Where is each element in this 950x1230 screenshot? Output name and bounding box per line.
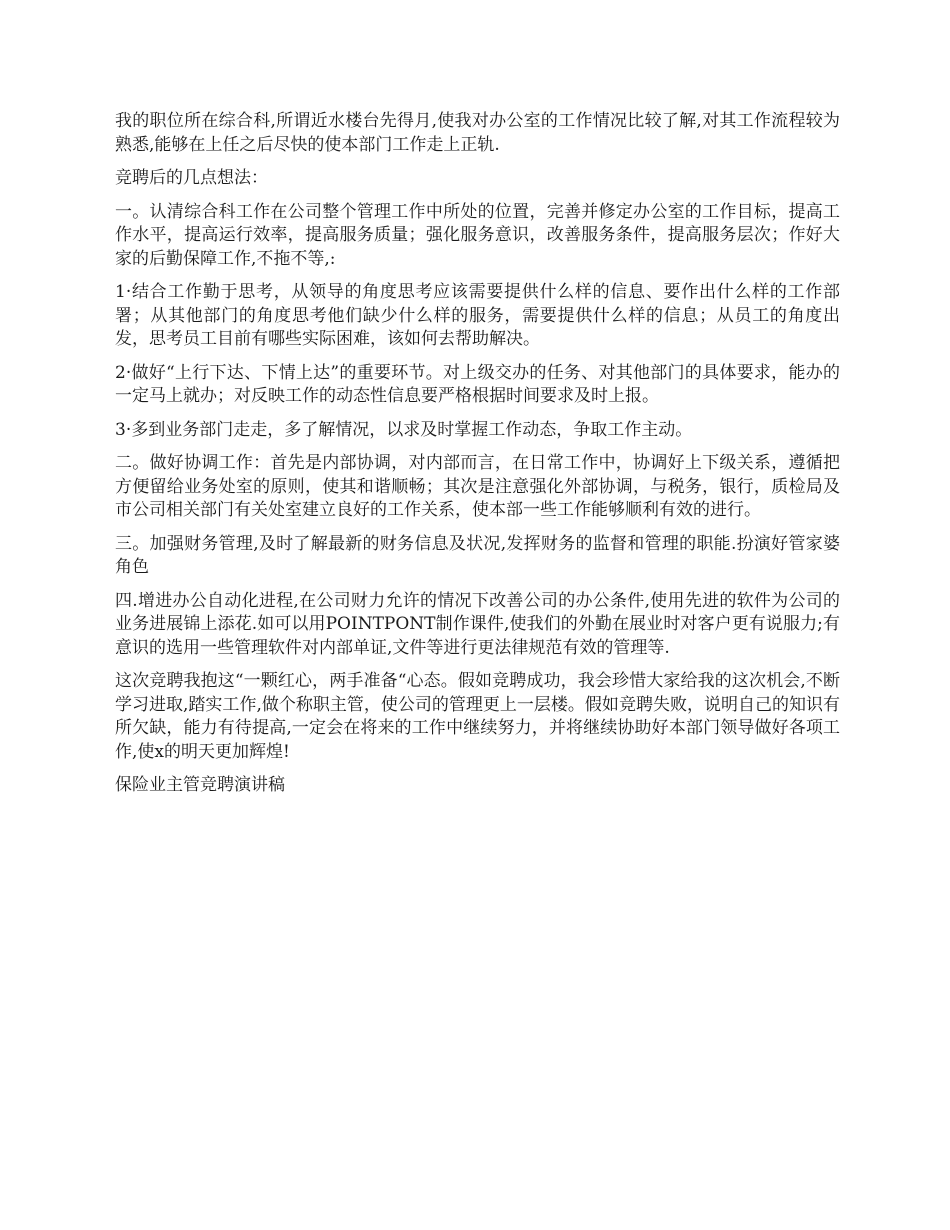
paragraph-point-four: 四.增进办公自动化进程,在公司财力允许的情况下改善公司的办公条件,使用先进的软件为公司的业务进展锦上添花.如可以用POINTPONT制作课件,使我们的外勤在展业时对客户更有说服力;有意识的选用一些管理软件对内部单证,文件等进行更法律规范有效的管理等. bbox=[115, 590, 840, 658]
paragraph-closing-title: 保险业主管竞聘演讲稿 bbox=[115, 775, 285, 795]
paragraph-point-one: 一。认清综合科工作在公司整个管理工作中所处的位置，完善并修定办公室的工作目标，提高工作水平，提高运行效率，提高服务质量；强化服务意识，改善服务条件，提高服务层次；作好大家的后勤保障工作,不拖不等,: bbox=[115, 201, 840, 269]
paragraph-subpoint-1: 1·结合工作勤于思考，从领导的角度思考应该需要提供什么样的信息、要作出什么样的工作部署；从其他部门的角度思考他们缺少什么样的服务，需要提供什么样的信息；从员工的角度出发，思考员工目前有哪些实际困难，该如何去帮助解决。 bbox=[115, 282, 840, 349]
paragraph-point-three: 三。加强财务管理,及时了解最新的财务信息及状况,发挥财务的监督和管理的职能.扮演好管家婆角色 bbox=[115, 533, 840, 577]
paragraph-conclusion: 这次竞聘我抱这“一颗红心，两手准备“心态。假如竞聘成功，我会珍惜大家给我的这次机会,不断学习进取,踏实工作,做个称职主管，使公司的管理更上一层楼。假如竞聘失败，说明自己的知识有所欠缺，能力有待提高,一定会在将来的工作中继续努力，并将继续协助好本部门领导做好各项工作,使x的明天更加辉煌! bbox=[115, 671, 840, 762]
paragraph-subpoint-3: 3·多到业务部门走走，多了解情况，以求及时掌握工作动态，争取工作主动。 bbox=[115, 419, 693, 440]
paragraph-subpoint-2: 2·做好“上行下达、下情上达”的重要环节。对上级交办的任务、对其他部门的具体要求，能办的一定马上就办；对反映工作的动态性信息要严格根据时间要求及时上报。 bbox=[115, 362, 840, 406]
paragraph-point-two: 二。做好协调工作：首先是内部协调，对内部而言，在日常工作中，协调好上下级关系，遵循把方便留给业务处室的原则，使其和谐顺畅；其次是注意强化外部协调，与税务，银行，质检局及市公司相关部门有关处室建立良好的工作关系，使本部一些工作能够顺利有效的进行。 bbox=[115, 453, 840, 520]
paragraph-position-intro: 我的职位所在综合科,所谓近水楼台先得月,使我对办公室的工作情况比较了解,对其工作流程较为熟悉,能够在上任之后尽快的使本部门工作走上正轨. bbox=[115, 111, 840, 155]
paragraph-ideas-heading: 竞聘后的几点想法： bbox=[115, 168, 268, 188]
document-page bbox=[115, 110, 840, 808]
